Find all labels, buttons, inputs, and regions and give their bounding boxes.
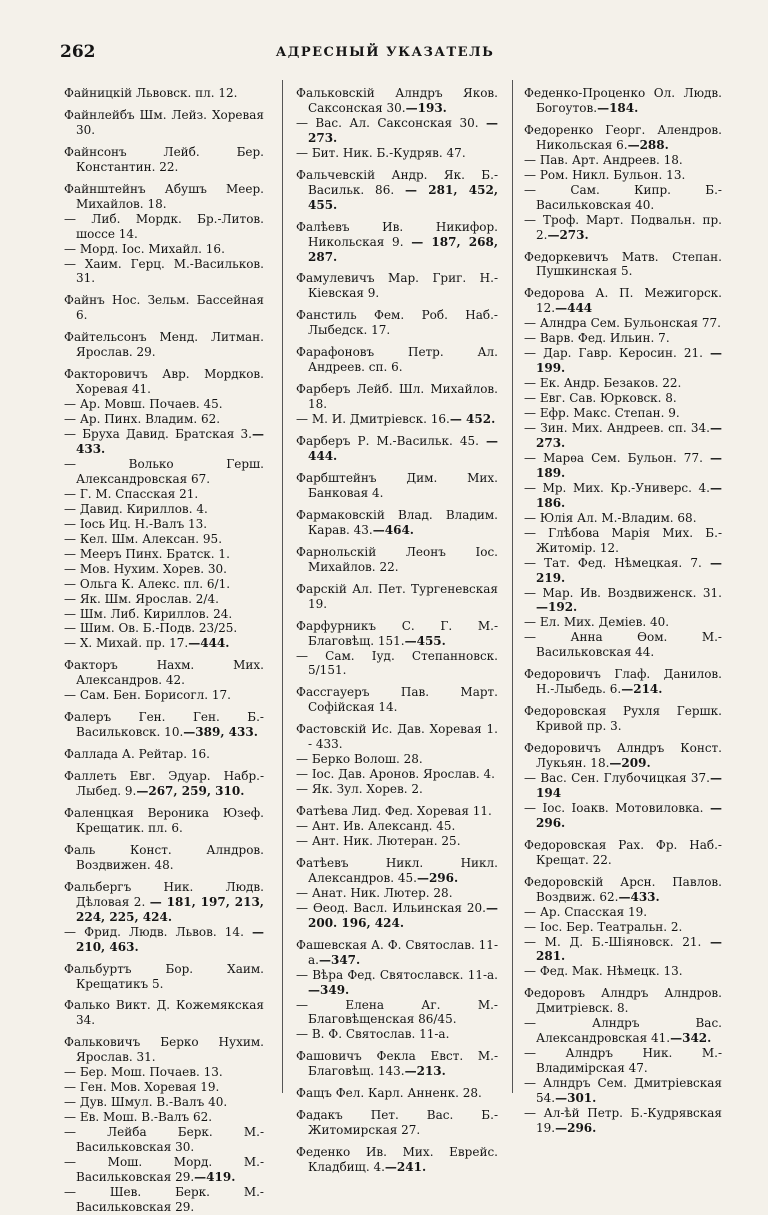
directory-entry: Фадакъ Пет. Вас. Б.-Житомирская 27. <box>296 1108 498 1138</box>
directory-entry: — Сам. Бен. Борисогл. 17. <box>64 688 231 703</box>
directory-entry: — Тат. Фед. Нѣмецкая. 7. —219. <box>524 555 722 585</box>
directory-entry: — Ев. Мош. В.-Валъ 62. <box>64 1110 213 1125</box>
directory-entry: — Ар. Мовш. Почаев. 45. <box>64 397 223 412</box>
directory-entry: — Пав. Арт. Андреев. 18. <box>524 152 683 167</box>
directory-entry: Фальбуртъ Бор. Хаим. Крещатикъ 5. <box>64 961 264 991</box>
directory-entry: — М. И. Дмитріевск. 16.— 452. <box>296 412 496 427</box>
directory-entry: Фарберъ Лейб. Шл. Михайлов. 18. <box>296 382 498 412</box>
directory-entry: Фалеръ Ген. Ген. Б.-Васильковск. 10.—389, 433. <box>64 710 264 740</box>
directory-entry: — Мар. Ив. Воздвиженск. 31.—192. <box>524 585 722 615</box>
directory-entry: — Мр. Мих. Кр.-Универс. 4.—186. <box>524 480 722 510</box>
directory-entry: Фастовскій Ис. Дав. Хоревая 1. - 433. <box>296 722 498 752</box>
directory-entry: — М. Д. Б.-Шіяновск. 21. —281. <box>524 934 722 964</box>
directory-entry: Факторъ Нахм. Мих. Александров. 42. <box>64 658 264 688</box>
directory-entry: — Ар. Пинх. Владим. 62. <box>64 412 221 427</box>
directory-entry: — Ефр. Макс. Степан. 9. <box>524 406 680 421</box>
directory-entry: Федоровичъ Алндръ Конст. Лукьян. 18.—209. <box>524 741 722 771</box>
directory-entry: Фассгауеръ Пав. Март. Софійская 14. <box>296 685 498 715</box>
page-header <box>60 42 710 66</box>
directory-entry: Фарберъ Р. М.-Васильк. 45. —444. <box>296 434 498 464</box>
directory-entry: — Фрид. Людв. Львов. 14. —210, 463. <box>64 924 264 954</box>
directory-entry: — Вѣра Фед. Святославск. 11-а.—349. <box>296 967 498 997</box>
directory-entry: — Морд. Іос. Михайл. 16. <box>64 241 225 256</box>
directory-entry: — Либ. Мордк. Бр.-Литов. шоссе 14. <box>64 211 264 241</box>
directory-entry: — Шм. Либ. Кириллов. 24. <box>64 606 233 621</box>
directory-entry: — Іос. Іоакв. Мотовиловка. —296. <box>524 800 722 830</box>
directory-entry: — Мов. Нухим. Хорев. 30. <box>64 561 227 576</box>
directory-entry: — Глѣбова Марія Мих. Б.-Житомір. 12. <box>524 525 722 555</box>
directory-entry: — Вас. Ал. Саксонская 30. —273. <box>296 115 498 145</box>
directory-entry: — Фед. Мак. Нѣмецк. 13. <box>524 964 683 979</box>
directory-entry: Фарскій Ал. Пет. Тургеневская 19. <box>296 581 498 611</box>
directory-entry: — Дув. Шмул. В.-Валъ 40. <box>64 1095 228 1110</box>
directory-entry: Фарнольскій Леонъ Іос. Михайлов. 22. <box>296 544 498 574</box>
directory-entry: — Берко Волош. 28. <box>296 752 423 767</box>
directory-entry: — Ген. Мов. Хоревая 19. <box>64 1080 220 1095</box>
directory-entry: — Алндръ Вас. Александровская 41.—342. <box>524 1016 722 1046</box>
directory-entry: — Волько Герш. Александровская 67. <box>64 456 264 486</box>
directory-entry: — Мош. Морд. М.-Васильковская 29.—419. <box>64 1155 264 1184</box>
directory-entry: — Ант. Ив. Александ. 45. <box>296 819 456 834</box>
directory-entry: Фальбергъ Ник. Людв. Дѣловая 2. — 181, 197, 213, 224, 225, 424. <box>64 879 264 924</box>
directory-entry: Фальковскій Алндръ Яков. Саксонская 30.—193. <box>296 86 498 115</box>
directory-entry: — Троф. Март. Подвальн. пр. 2.—273. <box>524 212 722 242</box>
directory-entry: Фанстиль Фем. Роб. Наб.-Лыбедск. 17. <box>296 308 498 338</box>
directory-entry: Федоровичъ Глаф. Данилов. Н.-Лыбедь. 6.—214. <box>524 667 722 697</box>
directory-entry: — Ром. Никл. Бульон. 13. <box>524 167 686 182</box>
directory-entry: — Варв. Фед. Ильин. 7. <box>524 331 670 346</box>
directory-entry: Федоровъ Алндръ Алндров. Дмитріевск. 8. <box>524 986 722 1016</box>
directory-entry: Фарфурникъ С. Г. М.-Благовѣщ. 151.—455. <box>296 618 498 648</box>
directory-entry: — Елена Аг. М.-Благовѣщенская 86/45. <box>296 997 498 1027</box>
directory-entry: — Марѳа Сем. Бульон. 77. —189. <box>524 450 722 480</box>
directory-entry: — Евг. Сав. Юрковск. 8. <box>524 391 677 406</box>
directory-entry: — Вас. Сен. Глубочицкая 37.—194 <box>524 770 722 800</box>
directory-entry: Файнштейнъ Абушъ Меер. Михайлов. 18. <box>64 181 264 211</box>
directory-entry: Феденко-Проценко Ол. Людв. Богоутов.—184. <box>524 86 722 115</box>
directory-entry: — Як. Шм. Ярослав. 2/4. <box>64 591 219 606</box>
directory-entry: Факторовичъ Авр. Мордков. Хоревая 41. <box>64 367 264 397</box>
directory-entry: Файнлейбъ Шм. Лейз. Хоревая 30. <box>64 107 264 137</box>
directory-entry: Феденко Ив. Мих. Еврейс. Кладбищ. 4.—241. <box>296 1145 498 1175</box>
directory-entry: Фарбштейнъ Дим. Мих. Банковая 4. <box>296 470 498 500</box>
directory-entry: Файнсонъ Лейб. Бер. Константин. 22. <box>64 144 264 174</box>
directory-entry: — Бер. Мош. Почаев. 13. <box>64 1065 223 1080</box>
directory-entry: Федоровскій Арсн. Павлов. Воздвиж. 62.—433. <box>524 874 722 904</box>
directory-entry: Фармаковскій Влад. Владим. Карав. 43.—464. <box>296 507 498 537</box>
directory-entry: Фаллада А. Рейтар. 16. <box>64 747 210 762</box>
directory-entry: Федорова А. П. Межигорск. 12.—444 <box>524 286 722 316</box>
column-left <box>64 86 264 1215</box>
directory-entry: — Ал-ѣй Петр. Б.-Кудрявская 19.—296. <box>524 1106 722 1135</box>
directory-entry: — Анат. Ник. Лютер. 28. <box>296 885 453 900</box>
directory-entry: — Мееръ Пинх. Братск. 1. <box>64 546 230 561</box>
directory-entry: Файнъ Нос. Зельм. Бассейная 6. <box>64 293 264 323</box>
directory-entry: Файницкій Львовск. пл. 12. <box>64 86 238 100</box>
directory-entry: — Іось Иц. Н.-Валъ 13. <box>64 516 208 531</box>
directory-entry: Федоровская Рах. Фр. Наб.-Крещат. 22. <box>524 837 722 867</box>
directory-entry: — Х. Михай. пр. 17.—444. <box>64 636 230 651</box>
directory-entry: Фашевская А. Ф. Святослав. 11-а.—347. <box>296 937 498 967</box>
directory-entry: — Бит. Ник. Б.-Кудряв. 47. <box>296 145 466 160</box>
directory-entry: — Алндръ Ник. М.-Владимірская 47. <box>524 1046 722 1076</box>
directory-entry: Фалѣевъ Ив. Никифор. Никольская 9. — 187, 268, 287. <box>296 219 498 264</box>
directory-entry: — Ар. Спасская 19. <box>524 904 648 919</box>
column-right <box>524 86 722 1136</box>
directory-entry: — Шим. Ов. Б.-Подв. 23/25. <box>64 621 238 636</box>
column-divider <box>512 80 513 1093</box>
directory-entry: Фальковичъ Берко Нухим. Ярослав. 31. <box>64 1035 264 1065</box>
directory-entry: Фаль Конст. Алндров. Воздвижен. 48. <box>64 842 264 872</box>
directory-entry: — Давид. Кириллов. 4. <box>64 501 208 516</box>
directory-entry: — Хаим. Герц. М.-Васильков. 31. <box>64 256 264 286</box>
page-title: АДРЕСНЫЙ УКАЗАТЕЛЬ <box>275 45 495 60</box>
directory-entry: Фаленцкая Вероника Юзеф. Крещатик. пл. 6. <box>64 805 264 835</box>
directory-entry: Фатѣевъ Никл. Никл. Александров. 45.—296. <box>296 855 498 885</box>
directory-entry: — Бруха Давид. Братская 3.—433. <box>64 427 264 457</box>
page-number: 262 <box>60 42 96 62</box>
directory-entry: — Сам. Іуд. Степанновск. 5/151. <box>296 648 498 678</box>
directory-entry: — Дар. Гавр. Керосин. 21. —199. <box>524 346 722 376</box>
directory-entry: — Анна Ѳом. М.-Васильковская 44. <box>524 630 722 660</box>
directory-entry: — Ел. Мих. Деміев. 40. <box>524 615 670 630</box>
directory-entry: Фащъ Фел. Карл. Анненк. 28. <box>296 1086 482 1101</box>
directory-entry: Федоркевичъ Матв. Степан. Пушкинская 5. <box>524 249 722 279</box>
directory-entry: — Сам. Кипр. Б.-Васильковская 40. <box>524 182 722 212</box>
directory-entry: Фашовичъ Фекла Евст. М.-Благовѣщ. 143.—213. <box>296 1049 498 1079</box>
directory-entry: Фалько Викт. Д. Кожемякская 34. <box>64 998 264 1028</box>
directory-entry: Фальчевскій Андр. Як. Б.-Васильк. 86. — 281, 452, 455. <box>296 167 498 212</box>
directory-entry: — Лейба Берк. М.-Васильковская 30. <box>64 1125 264 1155</box>
directory-entry: Фатѣева Лид. Фед. Хоревая 11. <box>296 804 492 819</box>
directory-entry: — Кел. Шм. Алексан. 95. <box>64 531 223 546</box>
directory-entry: — Ольга К. Алекс. пл. 6/1. <box>64 576 231 591</box>
directory-entry: — В. Ф. Святослав. 11-а. <box>296 1027 450 1042</box>
directory-entry: — Шев. Берк. М.-Васильковская 29. <box>64 1184 264 1214</box>
directory-entry: Фаллеть Евг. Эдуар. Набр.-Лыбед. 9.—267, 259, 310. <box>64 769 264 799</box>
directory-entry: — Ек. Андр. Безаков. 22. <box>524 376 682 391</box>
directory-entry: — Ант. Ник. Лютеран. 25. <box>296 833 461 848</box>
directory-entry: — Г. М. Спасская 21. <box>64 486 199 501</box>
directory-entry: — Юлія Ал. М.-Владим. 68. <box>524 510 697 525</box>
directory-entry: Фарафоновъ Петр. Ал. Андреев. сп. 6. <box>296 345 498 375</box>
directory-entry: — Алндра Сем. Бульонская 77. <box>524 316 721 331</box>
column-middle <box>296 86 498 1175</box>
directory-entry: — Алндръ Сем. Дмитріевская 54.—301. <box>524 1076 722 1106</box>
directory-entry: — Ѳеод. Васл. Ильинская 20.—200. 196, 424. <box>296 900 498 930</box>
directory-entry: Федоренко Георг. Алендров. Никольская 6.—288. <box>524 122 722 152</box>
directory-entry: Фамулевичъ Мар. Григ. Н.-Кіевская 9. <box>296 271 498 301</box>
directory-entry: — Зин. Мих. Андреев. сп. 34.—273. <box>524 421 722 450</box>
directory-entry: — Як. Зул. Хорев. 2. <box>296 782 423 797</box>
directory-entry: — Іос. Бер. Театральн. 2. <box>524 919 683 934</box>
directory-entry: Файтельсонъ Менд. Литман. Ярослав. 29. <box>64 330 264 360</box>
directory-entry: Федоровская Рухля Гершк. Кривой пр. 3. <box>524 704 722 734</box>
directory-entry: — Іос. Дав. Аронов. Ярослав. 4. <box>296 767 495 782</box>
column-divider <box>282 80 283 1093</box>
